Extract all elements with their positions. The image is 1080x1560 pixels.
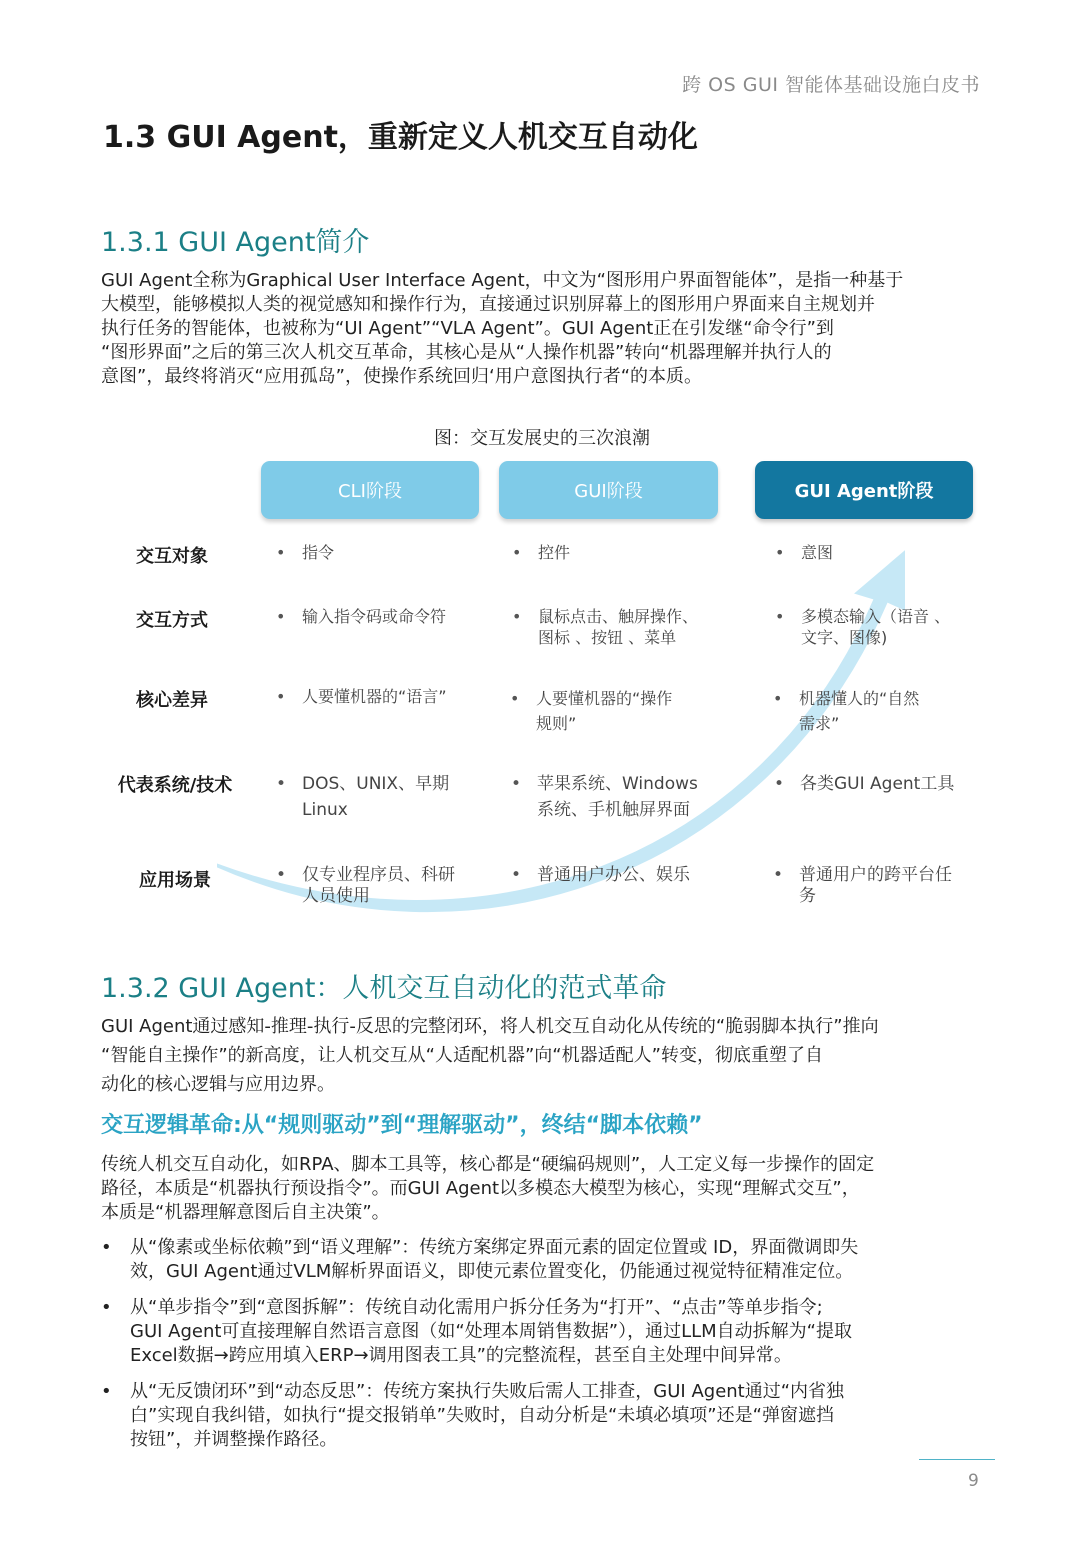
bullet: • [276, 774, 287, 794]
section-heading: 1.3 GUI Agent，重新定义人机交互自动化 [103, 120, 698, 155]
bullet: • [775, 543, 785, 562]
row-label-systems: 代表系统/技术 [117, 775, 233, 796]
subheading-logic-revolution: 交互逻辑革命:从“规则驱动”到“理解驱动”，终结“脚本依赖” [101, 1113, 703, 1138]
footer-rule [919, 1459, 995, 1460]
logic-line: 路径，本质是“机器执行预设指令”。而GUI Agent以多模态大模型为核心，实现“理解式交互”， [101, 1178, 860, 1199]
cell-line: 人要懂机器的“操作 [536, 689, 673, 708]
paradigm-line: GUI Agent通过感知-推理-执行-反思的完整闭环，将人机交互自动化从传统的“脆弱脚本执行”推向 [101, 1016, 879, 1037]
figure-caption: 图：交互发展史的三次浪潮 [434, 428, 650, 449]
stage-cli: CLI阶段 [261, 461, 479, 519]
row-label-difference: 核心差异 [136, 690, 208, 711]
intro-line: 执行任务的智能体，也被称为“UI Agent”“VLA Agent”。GUI Agent正在引发继“命令行”到 [101, 318, 834, 339]
cell-line: 务 [799, 886, 816, 906]
cell-line: Linux [302, 800, 348, 820]
list-line: 从“像素或坐标依赖”到“语义理解”：传统方案绑定界面元素的固定位置或 ID，界面微调即失 [130, 1237, 859, 1258]
logic-line: 传统人机交互自动化，如RPA、脚本工具等，核心都是“硬编码规则”，人工定义每一步操作的固定 [101, 1154, 875, 1175]
bullet: • [510, 689, 520, 708]
list-item [101, 1380, 981, 1452]
logic-line: 本质是“机器理解意图后自主决策”。 [101, 1202, 390, 1223]
bullet: • [512, 543, 522, 562]
list-item [101, 1236, 981, 1284]
cell-line: 文字、图像) [801, 628, 888, 647]
list-line: GUI Agent可直接理解自然语言意图（如“处理本周销售数据”），通过LLM自动拆解为“提取 [130, 1321, 852, 1342]
cell-line: 输入指令码或命令符 [302, 607, 447, 626]
intro-line: 大模型，能够模拟人类的视觉感知和操作行为，直接通过识别屏幕上的图形用户界面来自主规划并 [101, 294, 875, 315]
bullet: • [773, 865, 784, 885]
cell-cli-scenarios [276, 865, 492, 907]
logic-paragraph [101, 1153, 981, 1225]
bullet: • [276, 687, 286, 706]
cell-line: 控件 [538, 543, 571, 562]
cell-gui-object [512, 542, 728, 563]
bullet: • [775, 607, 785, 626]
bullet: • [101, 1297, 112, 1318]
cell-gui-systems [511, 771, 727, 823]
bullet: • [511, 865, 522, 885]
list-line: 效，GUI Agent通过VLM解析界面语义，即使元素位置变化，仍能通过视觉特征精准定位。 [130, 1261, 854, 1282]
cell-agent-difference [773, 686, 989, 736]
bullet: • [276, 865, 287, 885]
cell-line: DOS、UNIX、早期 [302, 774, 450, 794]
cell-line: 鼠标点击、触屏操作、 [538, 607, 699, 626]
bullet: • [773, 689, 783, 708]
cell-gui-scenarios [511, 865, 727, 886]
bullet: • [512, 607, 522, 626]
bullet: • [774, 774, 785, 794]
cell-gui-difference [510, 686, 726, 736]
cell-line: 意图 [801, 543, 834, 562]
intro-line: “图形界面”之后的第三次人机交互革命，其核心是从“人操作机器”转向“机器理解并执行人的 [101, 342, 832, 363]
list-item [101, 1296, 981, 1368]
list-line: 从“无反馈闭环”到“动态反思”：传统方案执行失败后需人工排查，GUI Agent通过“内省独 [130, 1381, 845, 1402]
cell-line: 普通用户办公、娱乐 [537, 865, 690, 885]
cell-line: 人员使用 [302, 886, 370, 906]
list-line: 从“单步指令”到“意图拆解”：传统自动化需用户拆分任务为“打开”、“点击”等单步指令; [130, 1297, 823, 1318]
cell-line: 仅专业程序员、科研 [302, 865, 455, 885]
cell-line: 机器懂人的“自然 [799, 689, 920, 708]
document-header-title: 跨 OS GUI 智能体基础设施白皮书 [682, 74, 980, 96]
cell-line: 系统、手机触屏界面 [537, 800, 690, 820]
row-label-object: 交互对象 [136, 546, 208, 567]
cell-line: 需求” [799, 714, 840, 733]
subsection-heading-intro: 1.3.1 GUI Agent简介 [101, 227, 370, 258]
list-line: Excel数据→跨应用填入ERP→调用图表工具”的完整流程，甚至自主处理中间异常。 [130, 1345, 792, 1366]
paradigm-paragraph [101, 1012, 981, 1099]
stage-gui-agent: GUI Agent阶段 [755, 461, 973, 519]
intro-line: GUI Agent全称为Graphical User Interface Agent，中文为“图形用户界面智能体”，是指一种基于 [101, 270, 904, 291]
bullet: • [276, 607, 286, 626]
intro-line: 意图”，最终将消灭“应用孤岛”，使操作系统回归‘用户意图执行者“的本质。 [101, 366, 703, 387]
cell-cli-difference [276, 686, 492, 707]
cell-line: 各类GUI Agent工具 [800, 774, 955, 794]
cell-line: 图标 、按钮 、菜单 [538, 628, 677, 647]
cell-agent-method [775, 606, 991, 648]
subsection-heading-paradigm: 1.3.2 GUI Agent：人机交互自动化的范式革命 [101, 973, 667, 1004]
cell-cli-method [276, 606, 492, 627]
cell-gui-method [512, 606, 728, 648]
row-label-scenarios: 应用场景 [139, 870, 211, 891]
cell-cli-object [276, 542, 492, 563]
cell-line: 普通用户的跨平台任 [799, 865, 952, 885]
bullet: • [101, 1381, 112, 1402]
list-line: 按钮”，并调整操作路径。 [130, 1429, 338, 1450]
cell-line: 指令 [302, 543, 335, 562]
paradigm-line: “智能自主操作”的新高度，让人机交互从“人适配机器”向“机器适配人”转变，彻底重塑了自 [101, 1045, 823, 1066]
cell-line: 苹果系统、Windows [537, 774, 698, 794]
cell-agent-scenarios [773, 865, 989, 907]
cell-line: 人要懂机器的“语言” [302, 687, 447, 706]
row-label-method: 交互方式 [136, 610, 208, 631]
paradigm-line: 动化的核心逻辑与应用边界。 [101, 1074, 335, 1095]
cell-agent-object [775, 542, 991, 563]
bullet: • [511, 774, 522, 794]
bullet: • [276, 543, 286, 562]
stage-gui: GUI阶段 [499, 461, 718, 519]
logic-bullet-list [101, 1236, 981, 1464]
cell-line: 多模态输入（语音 、 [801, 607, 951, 626]
cell-line: 规则” [536, 714, 577, 733]
cell-agent-systems [774, 771, 990, 797]
page-number: 9 [968, 1471, 979, 1491]
list-line: 白”实现自我纠错，如执行“提交报销单”失败时，自动分析是“未填必填项”还是“弹窗遮挡 [130, 1405, 834, 1426]
bullet: • [101, 1237, 112, 1258]
cell-cli-systems [276, 771, 492, 823]
